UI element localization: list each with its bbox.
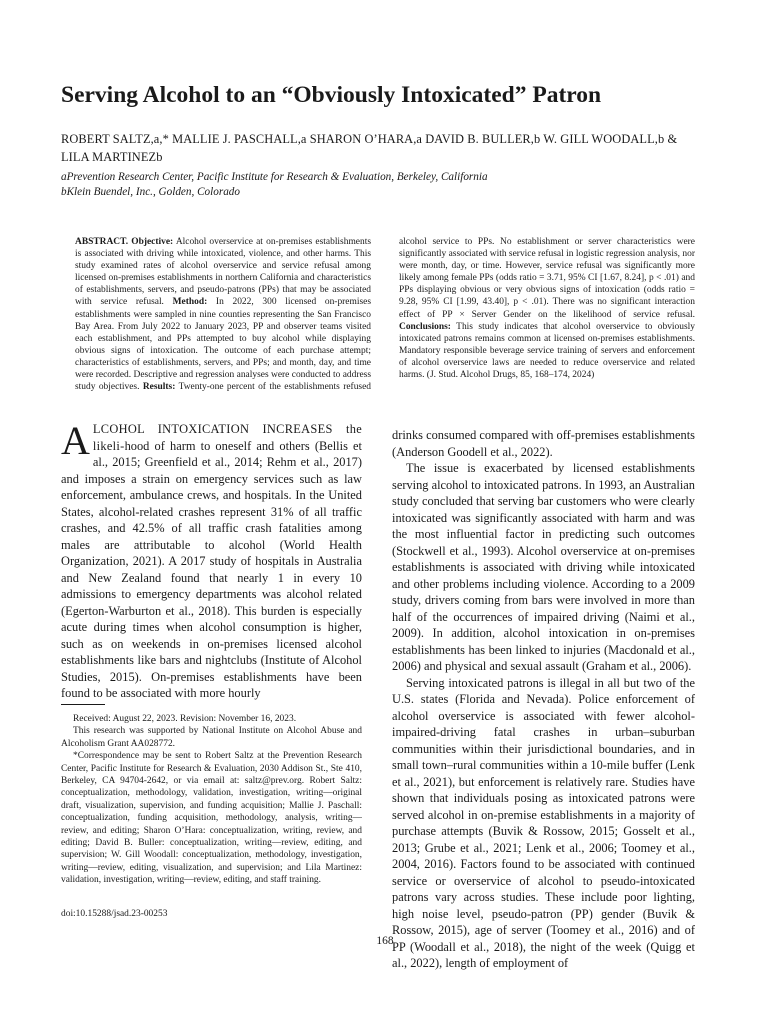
abstract-results: Twenty-one percent of the establishments refused alcohol service to PPs. No establishment or server characteristics were significantly associated with service refusal in logistic regression analysis, nor were month, day, or time. However, service refusal was significantly more likely among female PPs (odds ratio = 3.71, 95% CI [1.67, 8.24], p < .01) and PPs displaying obvious or very obvious signs of intoxication (odds ratio = 9.28, 95% CI [1.99, 43.40], p < .01). There was no significant interaction effect of PP × Server Gender on the likelihood of service refusal.	[175, 237, 695, 393]
footnotes	[61, 713, 362, 887]
abstract-objective-label: ABSTRACT. Objective:	[75, 237, 174, 247]
abstract-results-label: Results:	[142, 382, 176, 393]
abstract	[75, 236, 695, 394]
footnote-support: This research was supported by National Institute on Alcohol Abuse and Alcoholism Grant AA028772.	[61, 726, 362, 749]
abstract-conclusions: This study indicates that alcohol overservice to obviously intoxicated patrons remains common at licensed on-premises establishments. Mandatory responsible beverage service training of servers and enforcement of alcohol overservice laws are needed to reduce overservice and related harms.	[399, 321, 695, 381]
body-paragraph: Serving intoxicated patrons is illegal in all but two of the U.S. states (Florida and Nevada). Police enforcement of alcohol overservice is associated with fewer alcohol-impaired-driving fatal crashes in urban–suburban communities within their jurisdictional boundaries, and in small town–rural communities within a 10-mile buffer (Lenk et al., 2021), but enforcement is relatively rare. Studies have shown that individuals posing as intoxicated patrons were served alcohol in on-premise establishments in a majority of purchase attempts (Buvik & Rossow, 2015; Gosselt et al., 2013; Grube et al., 2021; Lenk et al., 2006; Toomey et al., 2004, 2016). Factors found to be associated with continued service or overservice of alcohol to pseudo-intoxicated patrons vary across studies. These include poor lighting, high noise level, pseudo-patron (PP) gender (Buvik & Rossow, 2015), age of server (Toomey et al., 2016) and of PP (Woodall et al., 2018), the night of the week (Quigg et al., 2022), length of employment of	[392, 675, 695, 970]
page-number: 168	[376, 935, 394, 947]
author-list	[61, 130, 711, 166]
lead-in-caps: LCOHOL INTOXICATION INCREASES the likeli-	[92, 422, 362, 453]
abstract-method: In 2022, 300 licensed on-premises establishments were sampled in nine counties representing the San Francisco Bay Area. From July 2022 to January 2023, PP and observer teams visited each establishment, and PPs attempted to buy alcohol while displaying obvious signs of intoxication. The outcome of each purchase attempt; characteristics of establishments, servers, and PPs; and month, day, and time were recorded. Descriptive and regression analyses were conducted to address study objectives.	[75, 297, 371, 393]
abstract-conclusions-label: Conclusions:	[399, 321, 451, 332]
footnote-received: Received: August 22, 2023. Revision: November 16, 2023.	[73, 714, 297, 724]
drop-cap: A	[61, 418, 90, 463]
body-left-text: hood of harm to oneself and others (Bellis et al., 2015; Greenfield et al., 2014; Rehm et al., 2017) and imposes a strain on emergency services such as law enforcement, ambulance crews, and hospitals. In the United States, alcohol-related crashes represent 31% of all traffic crashes, and 42.5% of all traffic crash fatalities among males are attributable to alcohol (World Health Organization, 2021). A 2017 study of hospitals in Australia and New Zealand found that nearly 1 in every 10 admissions to emergency departments was alcohol related (Egerton-Warburton et al., 2018). This burden is especially acute during times when alcohol consumption is higher, such as on weekends in on-premises licensed alcohol establishments like bars and nightclubs (Institute of Alcohol Studies, 2015). On-premises establishments have been found to be associated with more hourly	[61, 438, 362, 700]
author-line-1: ROBERT SALTZ,a,* MALLIE J. PASCHALL,a SHARON O’HARA,a DAVID B. BULLER,b W. GILL WOODALL,b &	[61, 132, 678, 146]
body-column-left	[61, 418, 362, 700]
body-paragraph: drinks consumed compared with off-premises establishments (Anderson Goodell et al., 2022).	[392, 428, 695, 459]
affiliation-b: bKlein Buendel, Inc., Golden, Colorado	[61, 186, 240, 198]
doi: doi:10.15288/jsad.23-00253	[61, 909, 168, 919]
abstract-citation: (J. Stud. Alcohol Drugs, 85, 168–174, 2024)	[426, 370, 595, 381]
abstract-objective: Alcohol overservice at on-premises establishments is associated with driving while intoxicated, violence, and other harms. This study examined rates of alcohol overservice and service refusal among licensed on-premises establishments in northern California and characteristics of establishments, servers, and pseudo-patrons (PPs) that may be associated with service refusal.	[75, 237, 371, 308]
author-line-2: LILA MARTINEZb	[61, 150, 163, 164]
article-title: Serving Alcohol to an “Obviously Intoxicated” Patron	[61, 82, 602, 108]
body-column-right	[392, 427, 695, 970]
body-paragraph: The issue is exacerbated by licensed establishments serving alcohol to intoxicated patrons. In 1993, an Australian study concluded that serving bar customers who were clearly intoxicated was significantly associated with harm and was the most influential factor in predicting such outcomes (Stockwell et al., 1993). Alcohol overservice at on-premises establishments is associated with driving while intoxicated and other problems including violence. According to a 2009 study, drivers coming from bars were involved in more than half of the occurrences of impaired driving (Naimi et al., 2009). In addition, alcohol intoxication in on-premises establishments has been linked to injuries (Macdonald et al., 2006) and physical and sexual assault (Graham et al., 2006).	[392, 461, 695, 673]
footnote-divider	[61, 704, 105, 705]
affiliation-a: aPrevention Research Center, Pacific Institute for Research & Evaluation, Berkeley, California	[61, 171, 488, 183]
footnote-correspondence: *Correspondence may be sent to Robert Saltz at the Prevention Research Center, Pacific Institute for Research & Evaluation, 2030 Addison St., Ste 410, Berkeley, CA 94704-2642, or via email at: saltz@prev.org. Robert Saltz: conceptualization, methodology, validation, investigation, writing—original draft, visualization, supervision, and funding acquisition; Mallie J. Paschall: conceptualization, funding acquisition, methodology, analysis, writing—review, and editing; Sharon O’Hara: conceptualization, writing, review, and editing; David B. Buller: conceptualization, writing—review, editing, and supervision; W. Gill Woodall: conceptualization, methodology, investigation, writing—review, editing, visualization, and supervision; and Lila Martinez: validation, investigation, writing—review, editing, and staff training.	[61, 751, 362, 886]
abstract-method-label: Method:	[172, 297, 208, 308]
